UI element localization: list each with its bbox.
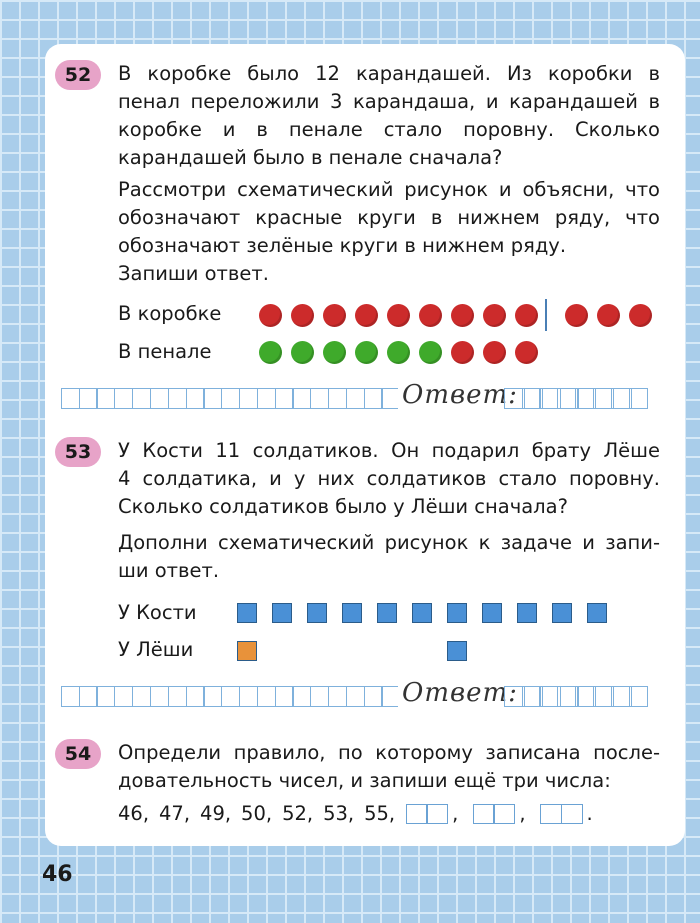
red-circle [419, 304, 442, 327]
label-lyosha: У Лёши [118, 638, 194, 661]
task-52-instr-line: обозначают красные круги в нижнем ряду, что [118, 206, 660, 229]
red-circle [515, 341, 538, 364]
task-52-line: пенал переложили 3 карандаша, и карандашей в [118, 90, 660, 113]
blue-square [587, 603, 607, 623]
red-circle [629, 304, 652, 327]
task-52-line: В коробке было 12 карандашей. Из коробки в [118, 62, 660, 85]
task-52-instr-line: обозначают зелёные круги в нижнем ряду. [118, 234, 567, 257]
blue-square [307, 603, 327, 623]
red-circle [387, 304, 410, 327]
seq-separator: , [519, 802, 526, 825]
task-53-line: У Кости 11 солдатиков. Он подарил брату Лёше [118, 439, 660, 462]
number-sequence [118, 802, 593, 825]
task-53-number: 53 [55, 437, 101, 467]
answer-box-1[interactable] [407, 804, 448, 824]
red-circle [451, 341, 474, 364]
label-in-box: В коробке [118, 302, 222, 325]
seq-number: 49, [200, 802, 232, 825]
seq-number: 46, [118, 802, 150, 825]
red-circle [483, 304, 506, 327]
answer-label-53: Ответ: [398, 678, 522, 708]
task-53-instr-line: Дополни схематический рисунок к задаче и запи- [118, 531, 660, 554]
seq-number: 50, [241, 802, 273, 825]
task-52-instr-line: Запиши ответ. [118, 262, 269, 285]
task-52-number: 52 [55, 60, 101, 90]
green-circle [259, 341, 282, 364]
blue-square [412, 603, 432, 623]
answer-label-52: Ответ: [398, 380, 522, 410]
orange-square [237, 641, 257, 661]
task-54-text [118, 739, 660, 795]
task-52-line: коробке и в пенале стало поровну. Сколько [118, 118, 660, 141]
task-54-number: 54 [55, 739, 101, 769]
blue-square [447, 641, 467, 661]
task-54-line: Определи правило, по которому записана после- [118, 741, 660, 764]
seq-number: 52, [282, 802, 314, 825]
red-circle [259, 304, 282, 327]
task-52-text [118, 60, 660, 172]
red-circle [597, 304, 620, 327]
answer-box-3[interactable] [542, 804, 583, 824]
green-circle [387, 341, 410, 364]
task-53-instr-line: ши ответ. [118, 559, 220, 582]
red-circle [515, 304, 538, 327]
green-circle [291, 341, 314, 364]
answer-cells-52-right[interactable] [505, 388, 648, 409]
green-circle [419, 341, 442, 364]
red-circle [483, 341, 506, 364]
seq-end: . [586, 802, 593, 825]
page-number: 46 [42, 862, 73, 887]
answer-cells-53-right[interactable] [505, 686, 648, 707]
seq-separator: , [452, 802, 459, 825]
red-circle [291, 304, 314, 327]
blue-square [342, 603, 362, 623]
blue-square [552, 603, 572, 623]
divider-line [545, 299, 547, 331]
task-52-line: карандашей было в пенале сначала? [118, 146, 503, 169]
label-in-case: В пенале [118, 340, 212, 363]
blue-square [517, 603, 537, 623]
task-53-line: Сколько солдатиков было у Лёши сначала? [118, 495, 568, 518]
blue-square [272, 603, 292, 623]
red-circle [451, 304, 474, 327]
blue-square [377, 603, 397, 623]
blue-square [482, 603, 502, 623]
task-52-instr-line: Рассмотри схематический рисунок и объясни, что [118, 178, 660, 201]
blue-square [447, 603, 467, 623]
task-54-line: довательность чисел, и запиши ещё три числа: [118, 769, 611, 792]
green-circle [323, 341, 346, 364]
label-kostya: У Кости [118, 601, 197, 624]
red-circle [565, 304, 588, 327]
answer-box-2[interactable] [474, 804, 515, 824]
seq-number: 53, [323, 802, 355, 825]
red-circle [355, 304, 378, 327]
task-53-line: 4 солдатика, и у них солдатиков стало поровну. [118, 467, 660, 490]
task-53-text [118, 437, 660, 521]
green-circle [355, 341, 378, 364]
task-53-instruction [118, 529, 660, 585]
seq-number: 55, [364, 802, 396, 825]
red-circle [323, 304, 346, 327]
task-52-instruction [118, 176, 660, 288]
blue-square [237, 603, 257, 623]
seq-number: 47, [159, 802, 191, 825]
